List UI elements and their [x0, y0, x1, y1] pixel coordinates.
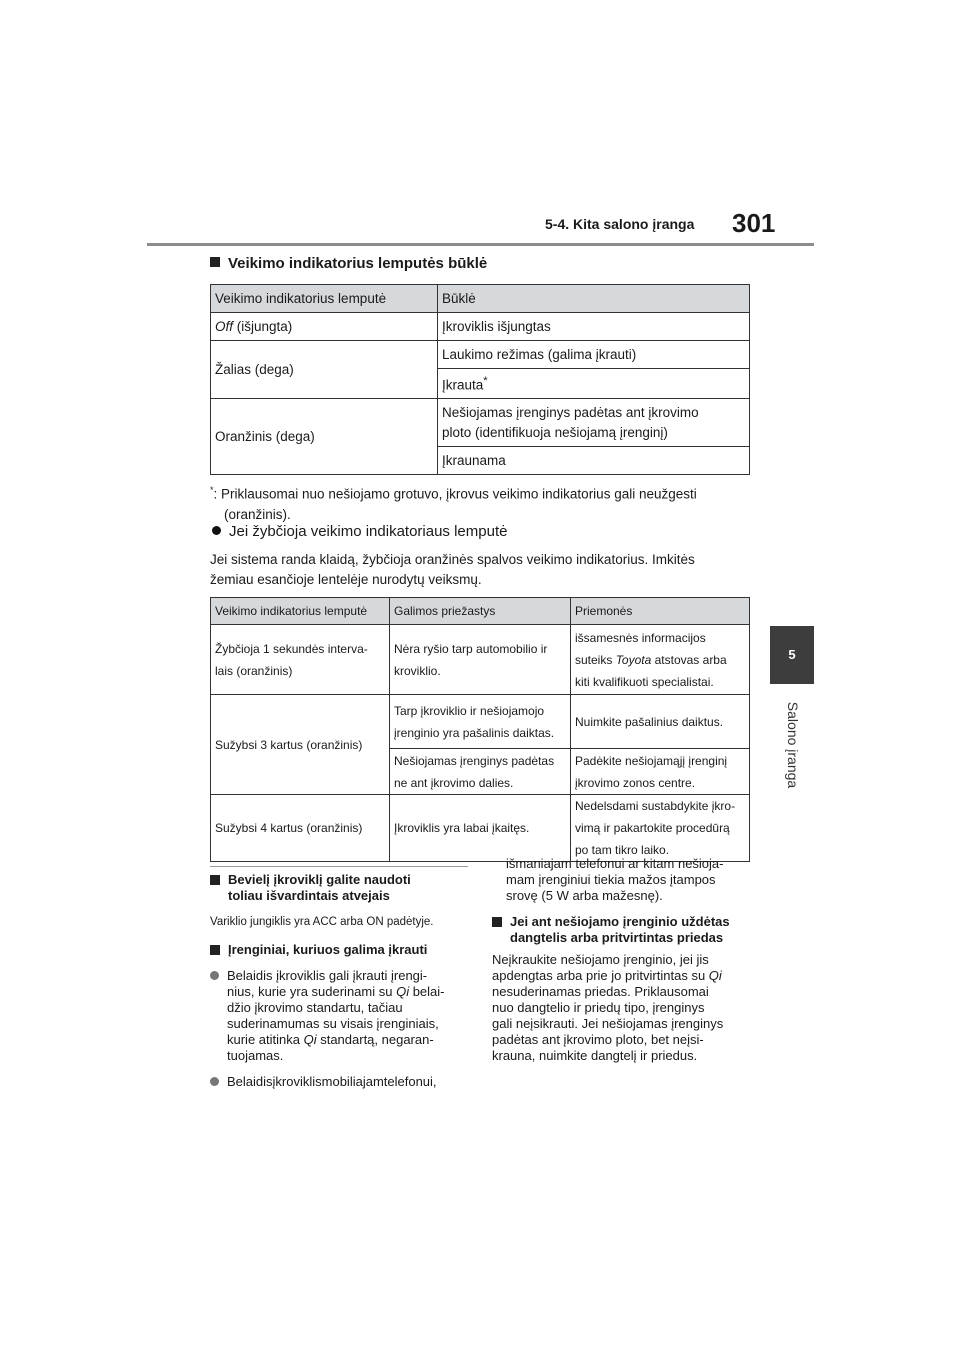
section2-title: Jei žybčioja veikimo indikatoriaus lemputė [212, 523, 507, 540]
table-cell: Oranžinis (dega) [211, 399, 438, 475]
table-header: Galimos priežastys [390, 598, 571, 625]
table-cell: Įkrauta* [438, 369, 750, 399]
list-item: Belaidisįkroviklismobiliajamtelefonui, [210, 1074, 468, 1090]
list-item: Belaidis įkroviklis gali įkrauti įrengi- nius, kurie yra suderinami su Qi belai- džio įkrovimo standartu, tačiau suderinamumas su visais įrenginiais, kurie atitinka Qi standartą, negaran- tuojamas. [210, 968, 468, 1064]
table-cell: Sužybsi 3 kartus (oranžinis) [211, 695, 390, 795]
page-number: 301 [732, 208, 776, 238]
table-cell: Nešiojamas įrenginys padėtas ant įkrovimo ploto (identifikuoja nešiojamą įrenginį) [438, 399, 750, 447]
square-bullet-icon [492, 917, 502, 927]
square-bullet-icon [210, 875, 220, 885]
chapter-tab: 5 [770, 626, 814, 684]
subheading: Įrenginiai, kuriuos galima įkrauti [210, 942, 468, 958]
table-cell: Nedelsdami sustabdykite įkro- vimą ir pakartokite procedūrą po tam tikro laiko. [571, 795, 750, 862]
table-cell: Žybčioja 1 sekundės interva- lais (oranžinis) [211, 625, 390, 695]
table-cell: Nėra ryšio tarp automobilio ir kroviklio. [390, 625, 571, 695]
table-cell: Tarp įkroviklio ir nešiojamojo įrenginio yra pašalinis daiktas. [390, 695, 571, 749]
section1-title: Veikimo indikatorius lemputės būklė [210, 255, 487, 272]
table-header: Priemonės [571, 598, 750, 625]
table-cell: Nuimkite pašalinius daiktus. [571, 695, 750, 749]
section2-paragraph: Jei sistema randa klaidą, žybčioja oranžinės spalvos veikimo indikatorius. Imkitės žemiau esančioje lentelėje nurodytų veiksmų. [210, 552, 695, 587]
square-bullet-icon [210, 257, 220, 267]
header-rule [147, 243, 814, 246]
square-bullet-icon [210, 945, 220, 955]
table-cell: Įkraunama [438, 447, 750, 475]
table-cell: Laukimo režimas (galima įkrauti) [438, 341, 750, 369]
chapter-side-label: Salono įranga [785, 701, 801, 789]
table-cell: Įkroviklis išjungtas [438, 313, 750, 341]
table-cell: Padėkite nešiojamąjį įrenginį įkrovimo zonos centre. [571, 749, 750, 795]
round-bullet-icon [210, 1077, 219, 1086]
round-bullet-icon [210, 971, 219, 980]
table-cell: Sužybsi 4 kartus (oranžinis) [211, 795, 390, 862]
column-divider-rule [210, 866, 468, 867]
subheading: Jei ant nešiojamo įrenginio uždėtas dangtelis arba pritvirtintas priedas [492, 914, 750, 946]
table-header: Būklė [438, 285, 750, 313]
table-cell: Off (išjungta) [211, 313, 438, 341]
section-header: 5-4. Kita salono įranga [545, 216, 695, 232]
right-column [492, 856, 750, 1064]
left-column [210, 872, 468, 1090]
indicator-status-table [210, 284, 750, 475]
paragraph: išmaniajam telefonui ar kitam nešioja- mam įrenginiui tiekia mažos įtampos srovę (5 W arba mažesnę). [506, 856, 724, 903]
table-cell: Įkroviklis yra labai įkaitęs. [390, 795, 571, 862]
table-cell: Nešiojamas įrenginys padėtas ne ant įkrovimo dalies. [390, 749, 571, 795]
round-bullet-icon [212, 526, 221, 535]
table-header: Veikimo indikatorius lemputė [211, 285, 438, 313]
table-header: Veikimo indikatorius lemputė [211, 598, 390, 625]
subheading: Bevielį įkroviklį galite naudoti toliau išvardintais atvejais [210, 872, 468, 904]
table-cell: Žalias (dega) [211, 341, 438, 399]
table-cell: išsamesnės informacijos suteiks Toyota atstovas arba kiti kvalifikuoti specialistai. [571, 625, 750, 695]
paragraph: Variklio jungiklis yra ACC arba ON padėtyje. [210, 916, 434, 928]
table-footnote: *: Priklausomai nuo nešiojamo grotuvo, įkrovus veikimo indikatorius gali neužgesti (oranžinis). [210, 485, 697, 522]
paragraph: Neįkraukite nešiojamo įrenginio, jei jis apdengtas arba prie jo pritvirtintas su Qi nesuderinamas priedas. Priklausomai nuo dangtelio ir priedų tipo, įrenginys gali neįsikrauti. Jei nešiojamas įrenginys padėtas ant įkrovimo ploto, bet neįsi- krauna, nuimkite dangtelį ir priedus. [492, 952, 724, 1063]
blinking-indicator-table [210, 597, 750, 862]
